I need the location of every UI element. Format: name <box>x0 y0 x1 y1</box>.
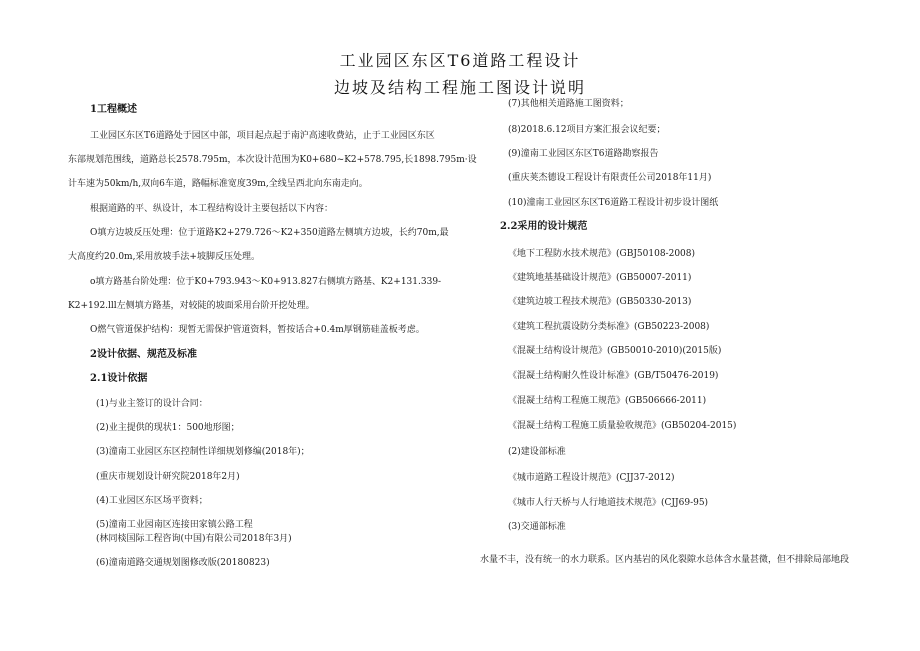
document-subtitle: 边坡及结构工程施工图设计说明 <box>333 78 586 97</box>
paragraph-line: 工业园区东区T6道路处于园区中部，项目起点起于南沪高速收费站，止于工业园区东区 <box>90 131 435 141</box>
standard-item: 《城市道路工程设计规范》(CJJ37-2012) <box>508 473 675 483</box>
subsection-heading-standards: 2.2采用的设计规范 <box>500 221 588 232</box>
standard-item: 《城市人行天桥与人行地道技术规范》(CJJ69-95) <box>508 498 709 508</box>
list-item: (7)其他相关道路施工图资料； <box>508 99 629 109</box>
paragraph-line: 根据道路的平、纵设计，本工程结构设计主要包括以下内容： <box>90 204 334 214</box>
standard-item: 《混凝土结构设计规范》(GB50010-2010)(2015版) <box>508 346 722 356</box>
section-heading-basis: 2设计依据、规范及标准 <box>90 349 197 360</box>
standard-item: 《混凝土结构工程施工质量验收规范》(GB50204-2015) <box>508 421 737 431</box>
standard-item: 《混凝土结构耐久性设计标准》(GB/T50476-2019) <box>508 371 719 381</box>
standard-item: 《地下工程防水技术规范》(GBJ50108-2008) <box>508 249 696 259</box>
paragraph-line: 东部规划范围线，道路总长2578.795m，本次设计范围为K0+680~K2+578.795,长1898.795m·设 <box>68 155 477 165</box>
list-item: (1)与业主签订的设计合同： <box>96 399 208 409</box>
list-item: (8)2018.6.12项目方案汇报会议纪要； <box>508 125 666 135</box>
list-item: (3)交通部标准 <box>508 522 566 532</box>
list-item: (5)潼南工业园南区连接田家镇公路工程 <box>96 520 253 530</box>
list-item: (10)潼南工业园区东区T6道路工程设计初步设计图纸 <box>508 198 719 208</box>
list-item: (6)潼南道路交通规划图修改版(20180823) <box>96 558 270 568</box>
list-item: (3)潼南工业园区东区控制性详细规划修编(2018年)； <box>96 447 310 457</box>
standard-item: 《混凝土结构工程施工规范》(GB506666-2011) <box>508 396 707 406</box>
list-item: (2)建设部标准 <box>508 447 566 457</box>
subsection-heading-basis: 2.1设计依据 <box>90 373 148 384</box>
list-item-note: (林同棪国际工程咨询(中国)有限公司2018年3月) <box>96 534 292 544</box>
list-item: (4)工业园区东区场平资料； <box>96 496 208 506</box>
document-title: 工业园区东区T6道路工程设计 <box>339 51 581 70</box>
list-item: o填方路基台阶处理：位于K0+793.943～K0+913.827右侧填方路基、K2+131.339- <box>90 277 442 287</box>
list-item: (2)业主提供的现状1：500地形图； <box>96 423 240 433</box>
paragraph-line: K2+192.lll左侧填方路基，对较陡的坡面采用台阶开挖处理。 <box>68 301 315 311</box>
list-item-note: (重庆荚杰德设工程设计有限责任公司2018年11月) <box>508 173 712 183</box>
list-item: O填方边坡反压处理：位于道路K2+279.726～K2+350道路左侧填方边坡，长约70m,最 <box>90 228 449 238</box>
standard-item: 《建筑边坡工程技术规范》(GB50330-2013) <box>508 297 692 307</box>
section-heading-overview: 1工程概述 <box>90 104 137 115</box>
footer-paragraph-line: 水量不丰，没有统一的水力联系。区内基岩的风化裂隙水总体含水量甚微，但不排除局部地段 <box>480 555 850 565</box>
paragraph-line: 大高度约20.0m,采用放坡手法+坡脚反压处理。 <box>68 252 260 262</box>
standard-item: 《建筑地基基础设计规范》(GB50007-2011) <box>508 273 692 283</box>
paragraph-line: 计车速为50km/h,双向6车道，路幅标准宽度39m,全线呈西北向东南走向。 <box>68 179 368 189</box>
list-item: O燃气管道保护结构：现暂无需保护管道资料，暂按话合+0.4m厚钢筋硅盖板考虑。 <box>90 325 425 335</box>
standard-item: 《建筑工程抗震设防分类标准》(GB50223-2008) <box>508 322 710 332</box>
list-item: (9)潼南工业园区东区T6道路勘察报告 <box>508 149 659 159</box>
list-item-note: (重庆市规划设计研究院2018年2月) <box>96 472 240 482</box>
